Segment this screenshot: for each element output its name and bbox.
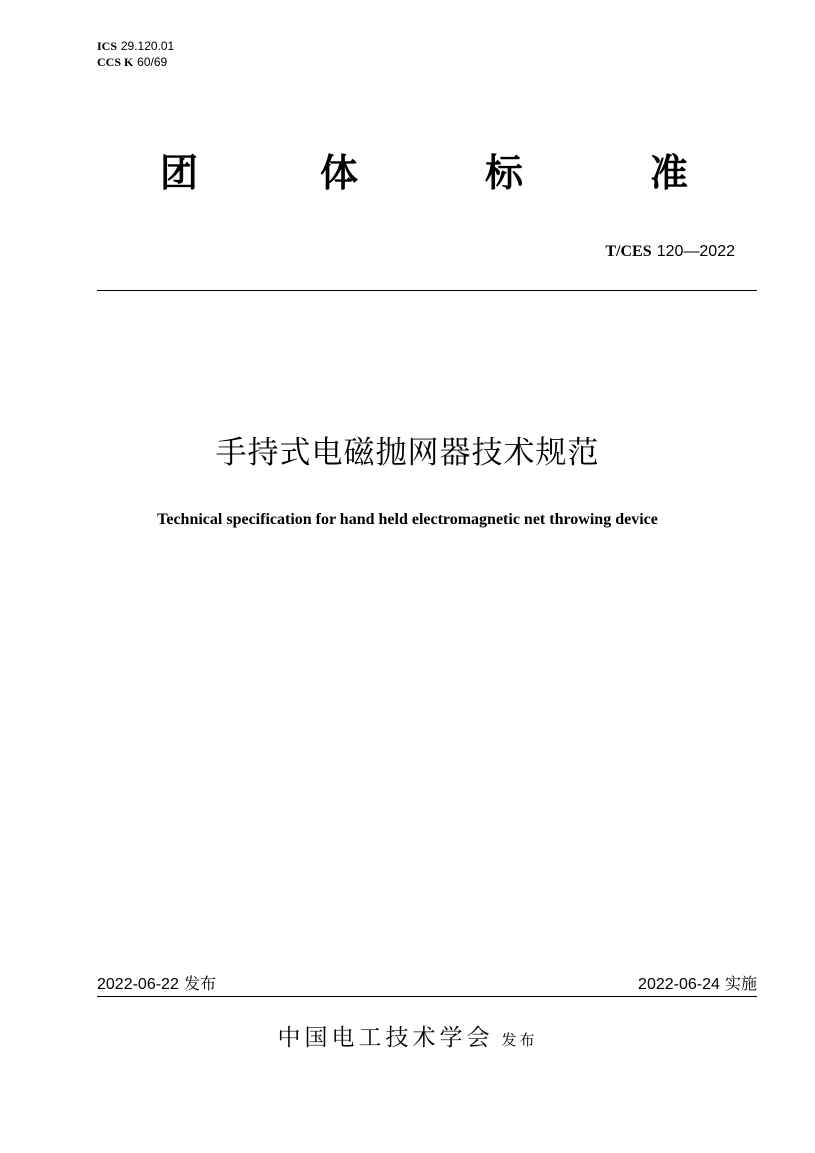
standard-type-char: 准: [650, 151, 689, 195]
document-title-english: Technical specification for hand held electromagnetic net throwing device: [157, 511, 658, 528]
issue-date-label: 发布: [183, 974, 216, 993]
standard-type-char: 体: [320, 151, 359, 195]
header-divider: [97, 290, 757, 291]
ccs-code: [97, 54, 174, 70]
ccs-code-value: 60/69: [137, 55, 168, 69]
standard-number-prefix: T/CES: [605, 243, 652, 260]
issue-date-value: 2022-06-22: [97, 976, 179, 993]
issue-date: [97, 973, 216, 996]
document-title-chinese: 手持式电磁抛网器技术规范: [215, 435, 600, 471]
classification-codes: [97, 38, 174, 70]
standard-number: [605, 241, 735, 262]
standard-type-char: 标: [485, 151, 524, 195]
standard-number-value: 120—2022: [656, 243, 735, 260]
publisher-action: 发布: [501, 1031, 538, 1049]
implementation-date-label: 实施: [724, 974, 757, 993]
footer-divider: [97, 996, 757, 997]
implementation-date: [638, 973, 757, 996]
standard-type-heading: [0, 150, 815, 200]
publisher: [0, 1022, 815, 1056]
publisher-name: 中国电工技术学会: [277, 1025, 494, 1051]
implementation-date-value: 2022-06-24: [638, 976, 720, 993]
ics-code-value: 29.120.01: [120, 39, 175, 53]
ics-code: [97, 38, 174, 54]
standard-type-char: 团: [160, 151, 199, 195]
ics-code-key: ICS: [97, 39, 118, 53]
ccs-code-key: CCS K: [97, 55, 134, 69]
